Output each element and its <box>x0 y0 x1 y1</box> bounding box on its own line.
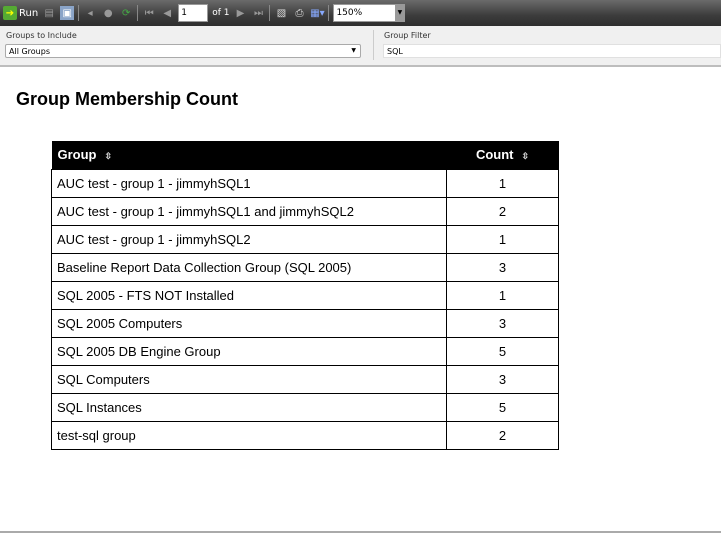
parameters-icon[interactable]: ▤ <box>44 7 54 19</box>
groups-to-include-select[interactable]: All Groups ▼ <box>5 44 361 58</box>
report-toolbar <box>0 0 721 26</box>
count-cell: 1 <box>447 281 559 309</box>
table-row <box>52 365 559 393</box>
divider <box>373 30 374 60</box>
sort-icon[interactable]: ⇳ <box>521 151 530 162</box>
first-page-icon[interactable]: ⏮ <box>144 7 154 19</box>
count-cell: 5 <box>447 393 559 421</box>
table-row <box>52 253 559 281</box>
group-cell: test-sql group <box>52 421 447 449</box>
zoom-select[interactable]: 150% ▼ <box>333 4 405 22</box>
table-row <box>52 309 559 337</box>
chevron-down-icon: ▼ <box>395 5 404 21</box>
group-cell: SQL 2005 - FTS NOT Installed <box>52 281 447 309</box>
column-header-count[interactable]: Count ⇳ <box>447 141 559 169</box>
group-cell: SQL Computers <box>52 365 447 393</box>
sort-icon[interactable]: ⇳ <box>104 151 113 162</box>
report-body <box>0 69 721 533</box>
next-page-icon[interactable]: ▶ <box>236 7 245 19</box>
print-icon[interactable]: ⎙ <box>295 7 304 19</box>
count-cell: 3 <box>447 365 559 393</box>
last-page-icon[interactable]: ⏭ <box>253 7 263 19</box>
group-cell: SQL Instances <box>52 393 447 421</box>
print-layout-icon[interactable]: ▧ <box>276 7 287 19</box>
report-title: Group Membership Count <box>16 89 238 109</box>
run-button[interactable]: ➔ Run <box>3 6 38 20</box>
table-row <box>52 225 559 253</box>
back-icon[interactable]: ◂ <box>87 7 93 19</box>
group-filter-label: Group Filter <box>384 31 431 40</box>
group-cell: SQL 2005 DB Engine Group <box>52 337 447 365</box>
table-row <box>52 169 559 197</box>
table-row <box>52 197 559 225</box>
group-cell: Baseline Report Data Collection Group (SQL 2005) <box>52 253 447 281</box>
column-header-group[interactable]: Group ⇳ <box>52 141 447 169</box>
parameters-panel <box>0 26 721 67</box>
page-count: of 1 <box>212 8 230 18</box>
groups-to-include-label: Groups to Include <box>6 31 77 40</box>
stop-icon[interactable]: ● <box>103 7 113 19</box>
separator <box>328 5 329 21</box>
count-cell: 3 <box>447 309 559 337</box>
export-icon[interactable]: ▦▾ <box>310 7 325 19</box>
count-cell: 2 <box>447 421 559 449</box>
page-number-input[interactable]: 1 <box>178 4 208 22</box>
separator <box>78 5 79 21</box>
count-cell: 5 <box>447 337 559 365</box>
refresh-icon[interactable]: ⟳ <box>121 7 131 19</box>
count-cell: 1 <box>447 169 559 197</box>
group-cell: AUC test - group 1 - jimmyhSQL1 <box>52 169 447 197</box>
group-cell: AUC test - group 1 - jimmyhSQL2 <box>52 225 447 253</box>
document-map-icon[interactable]: ▣ <box>60 6 74 20</box>
table-row <box>52 393 559 421</box>
group-filter-input[interactable]: SQL <box>383 44 721 58</box>
table-row <box>52 421 559 449</box>
separator <box>269 5 270 21</box>
previous-page-icon[interactable]: ◀ <box>163 7 172 19</box>
separator <box>137 5 138 21</box>
table-row <box>52 337 559 365</box>
chevron-down-icon: ▼ <box>351 47 356 54</box>
count-cell: 1 <box>447 225 559 253</box>
count-cell: 2 <box>447 197 559 225</box>
group-cell: SQL 2005 Computers <box>52 309 447 337</box>
run-icon: ➔ <box>3 6 17 20</box>
group-cell: AUC test - group 1 - jimmyhSQL1 and jimmyhSQL2 <box>52 197 447 225</box>
group-membership-table <box>51 141 559 450</box>
count-cell: 3 <box>447 253 559 281</box>
table-row <box>52 281 559 309</box>
